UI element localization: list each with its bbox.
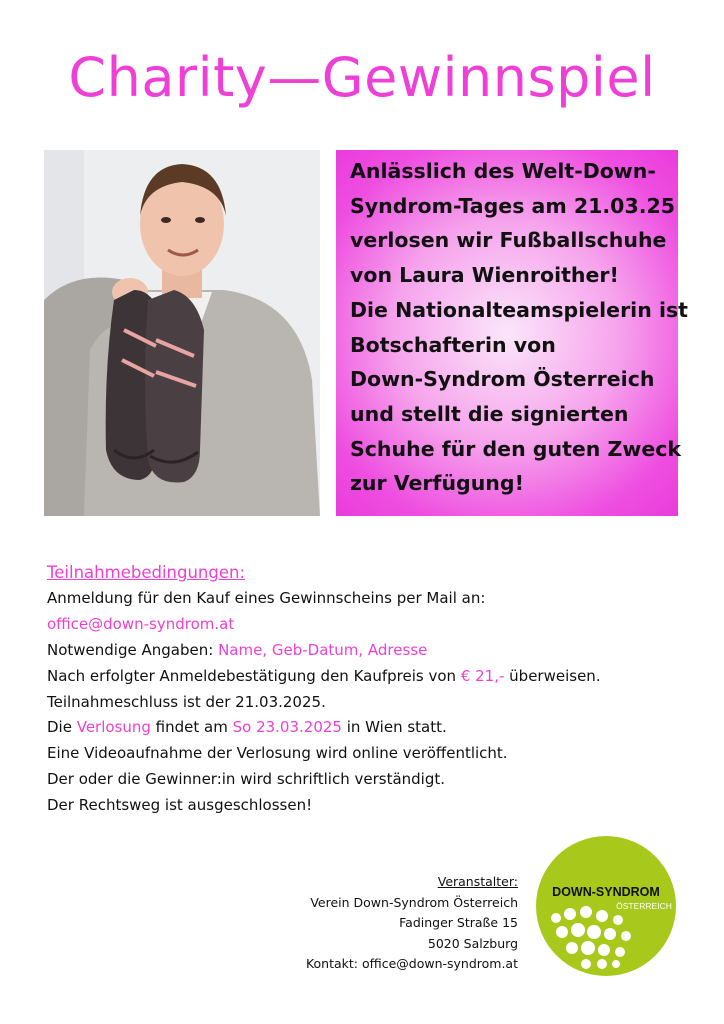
announcement-line: verlosen wir Fußballschuhe bbox=[350, 228, 667, 253]
announcement-line: Schuhe für den guten Zweck bbox=[350, 436, 682, 461]
price: € 21,- bbox=[460, 666, 505, 685]
payment-text: Nach erfolgter Anmeldebestätigung den Kaufpreis von bbox=[47, 666, 461, 685]
condition-line: Der Rechtsweg ist ausgeschlossen! bbox=[47, 796, 313, 815]
announcement-line: Syndrom-Tages am 21.03.25 bbox=[350, 193, 676, 218]
announcement-box bbox=[336, 150, 688, 516]
announcement-line: und stellt die signierten bbox=[350, 401, 629, 426]
condition-line bbox=[47, 638, 687, 664]
down-syndrom-logo bbox=[536, 836, 676, 976]
organizer-city: 5020 Salzburg bbox=[427, 935, 518, 951]
condition-line: Eine Videoaufnahme der Verlosung wird online veröffentlicht. bbox=[47, 744, 508, 763]
condition-line: Anmeldung für den Kauf eines Gewinnscheins per Mail an: bbox=[47, 588, 486, 607]
announcement-line: Die Nationalteamspielerin ist bbox=[350, 297, 688, 322]
condition-line bbox=[47, 664, 687, 690]
condition-line: Der oder die Gewinner:in wird schriftlich verständigt. bbox=[47, 770, 446, 789]
draw-text: in Wien statt. bbox=[341, 718, 447, 737]
logo-text-sub: ÖSTERREICH bbox=[616, 901, 672, 911]
announcement-line: zur Verfügung! bbox=[350, 471, 524, 496]
announcement-line: von Laura Wienroither! bbox=[350, 263, 619, 288]
organizer-contact: Kontakt: office@down-syndrom.at bbox=[305, 956, 518, 972]
conditions-heading: Teilnahmebedingungen: bbox=[47, 563, 246, 582]
logo-text-main: DOWN-SYNDROM bbox=[552, 885, 660, 899]
announcement-line: Anlässlich des Welt-Down- bbox=[350, 159, 656, 183]
announcement-line: Down-Syndrom Österreich bbox=[350, 367, 655, 392]
required-info-fields: Name, Geb-Datum, Adresse bbox=[218, 640, 428, 659]
contact-email-link[interactable]: office@down-syndrom.at bbox=[47, 614, 235, 633]
required-info-label: Notwendige Angaben: bbox=[47, 640, 219, 659]
condition-line bbox=[47, 715, 687, 741]
draw-text: findet am bbox=[150, 718, 233, 737]
poster-title: Charity—Gewinnspiel bbox=[68, 46, 656, 109]
announcement-line: Botschafterin von bbox=[350, 332, 556, 357]
organizer-street: Fadinger Straße 15 bbox=[399, 915, 518, 931]
draw-text: Die bbox=[47, 718, 77, 737]
condition-line: Teilnahmeschluss ist der 21.03.2025. bbox=[47, 692, 326, 711]
organizer-block bbox=[280, 872, 518, 975]
draw-date: So 23.03.2025 bbox=[232, 718, 342, 737]
organizer-label: Veranstalter: bbox=[437, 874, 518, 889]
participation-conditions bbox=[47, 560, 687, 819]
draw-word: Verlosung bbox=[76, 718, 151, 737]
organizer-name: Verein Down-Syndrom Österreich bbox=[310, 894, 518, 910]
payment-text-end: überweisen. bbox=[504, 666, 601, 685]
photo-illustration bbox=[44, 150, 320, 516]
logo-graphic bbox=[536, 836, 676, 976]
photo-laura-with-shoes bbox=[44, 150, 320, 516]
